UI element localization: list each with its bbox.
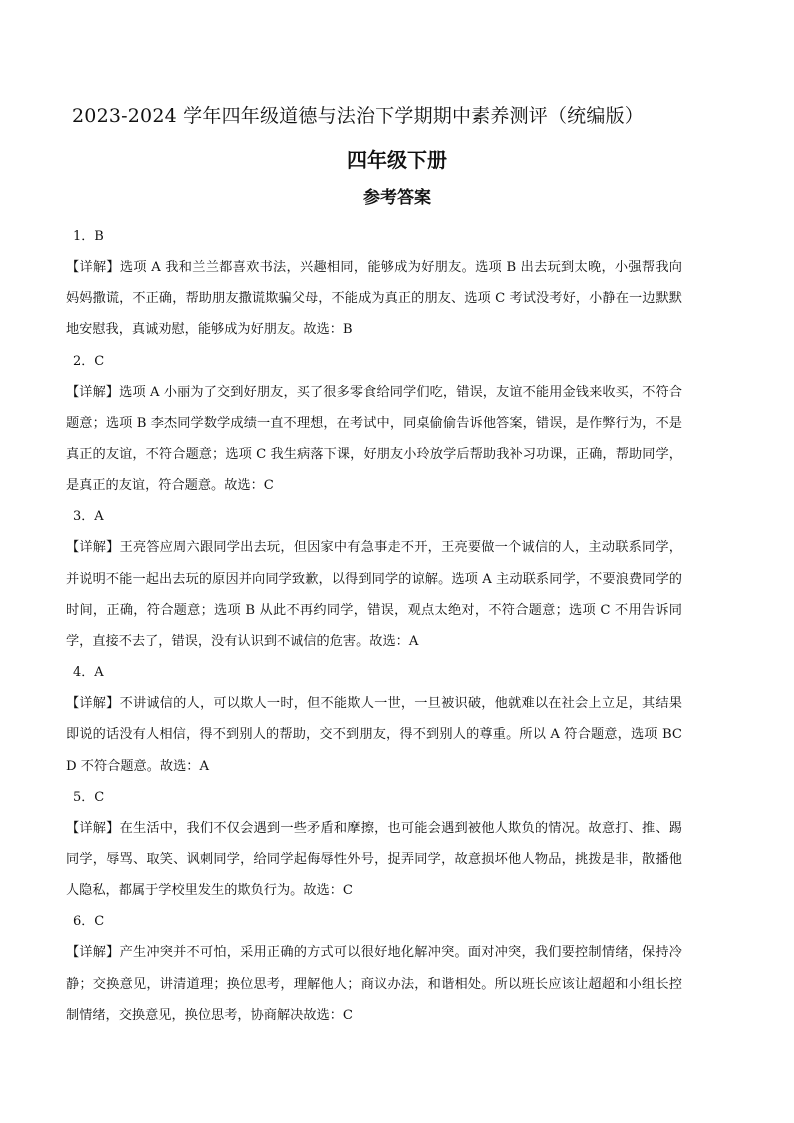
question-explanation: 【详解】王亮答应周六跟同学出去玩，但因家中有急事走不开，王亮要做一个诚信的人，主动联系同学，并说明不能一起出去玩的原因并向同学致歉，以得到同学的谅解。选项 A 主动联系同学，不要浪费同学的时间，正确，符合题意；选项 B 从此不再约同学，错误，观点太绝对，不符合题意；选项 C 不用告诉同学，直接不去了，错误，没有认识到不诚信的危害。故选：A [66,540,682,650]
answer-item-2 [66,346,682,502]
question-number: 4．A [73,665,104,681]
question-explanation: 【详解】选项 A 小丽为了交到好朋友，买了很多零食给同学们吃，错误，友谊不能用金钱来收买，不符合题意；选项 B 李杰同学数学成绩一直不理想，在考试中，同桌偷偷告诉他答案，错误，是作弊行为，不是真正的友谊，不符合题意；选项 C 我生病落下课，好朋友小玲放学后帮助我补习功课，正确，帮助同学，是真正的友谊，符合题意。故选：C [66,384,682,494]
question-number: 6．C [73,914,105,930]
question-explanation: 【详解】产生冲突并不可怕，采用正确的方式可以很好地化解冲突。面对冲突，我们要控制情绪，保持冷静；交换意见，讲清道理；换位思考，理解他人；商议办法，和谐相处。所以班长应该让超超和小组长控制情绪，交换意见，换位思考，协商解决故选：C [66,945,682,1023]
document-title: 2023-2024 学年四年级道德与法治下学期期中素养测评（统编版） [72,105,644,127]
question-number: 2．C [73,353,105,369]
question-number: 5．C [73,789,105,805]
question-explanation: 【详解】在生活中，我们不仅会遇到一些矛盾和摩擦，也可能会遇到被他人欺负的情况。故意打、推、踢同学，辱骂、取笑、讽刺同学，给同学起侮辱性外号，捉弄同学，故意损坏他人物品，挑拨是非，散播他人隐私，都属于学校里发生的欺负行为。故选：C [66,820,682,899]
answer-item-5 [66,782,682,907]
answer-item-6 [66,906,682,1031]
question-explanation: 【详解】选项 A 我和兰兰都喜欢书法，兴趣相同，能够成为好朋友。选项 B 出去玩到太晚，小强帮我向妈妈撒谎，不正确，帮助朋友撒谎欺骗父母，不能成为真正的朋友、选项 C 考试没考好，小静在一边默默地安慰我，真诚劝慰，能够成为好朋友。故选：B [66,260,682,338]
question-number: 1．B [73,229,104,244]
answer-item-3 [66,501,682,657]
answer-list [66,221,682,1031]
answer-item-1 [66,221,682,346]
grade-title: 四年级下册 [347,148,447,172]
question-number: 3．A [73,509,104,525]
question-explanation: 【详解】不讲诚信的人，可以欺人一时，但不能欺人一世，一旦被识破，他就难以在社会上立足，其结果即说的话没有人相信，得不到别人的帮助，交不到朋友，得不到别人的尊重。所以 A 符合题意，选项 BCD 不符合题意。故选：A [66,696,682,774]
answers-heading: 参考答案 [363,188,431,208]
answer-item-4 [66,657,682,782]
